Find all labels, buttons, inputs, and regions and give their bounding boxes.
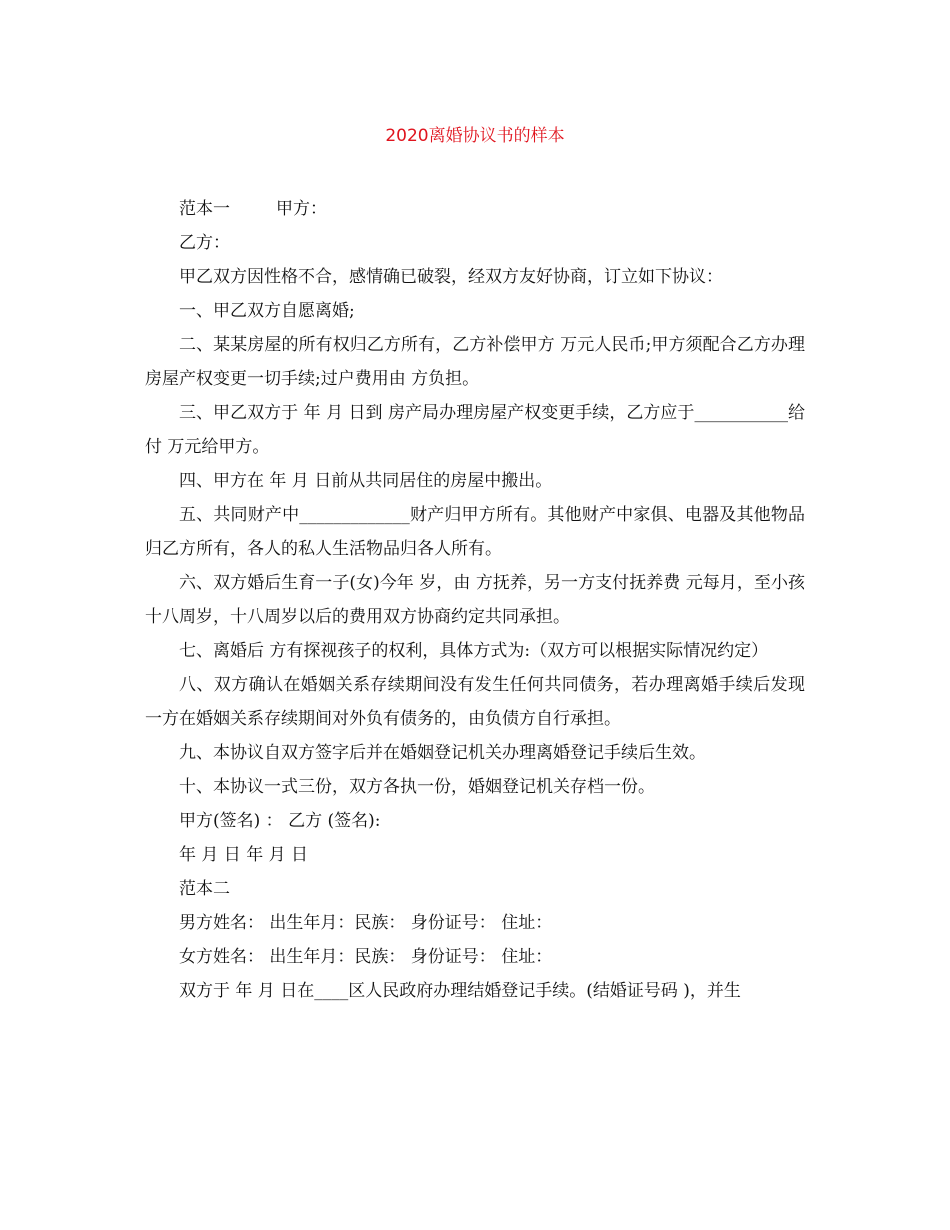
document-body bbox=[145, 192, 805, 1008]
clause-7: 七、离婚后 方有探视孩子的权利，具体方式为:（双方可以根据实际情况约定） bbox=[179, 641, 769, 661]
male-info-line: 男方姓名： 出生年月：民族： 身份证号： 住址： bbox=[179, 913, 553, 933]
clause-2: 二、某某房屋的所有权归乙方所有，乙方补偿甲方 万元人民币;甲方须配合乙方办理房屋产权变更一切手续;过户费用由 方负担。 bbox=[145, 335, 805, 389]
clause-9: 九、本协议自双方签字后并在婚姻登记机关办理离婚登记手续后生效。 bbox=[179, 743, 706, 763]
clause-8: 八、双方确认在婚姻关系存续期间没有发生任何共同债务，若办理离婚手续后发现一方在婚姻关系存续期间对外负有债务的，由负债方自行承担。 bbox=[145, 675, 805, 729]
female-info-line: 女方姓名： 出生年月：民族： 身份证号： 住址： bbox=[179, 947, 553, 967]
clause-6: 六、双方婚后生育一子(女)今年 岁，由 方抚养，另一方支付抚养费 元每月，至小孩十八周岁，十八周岁以后的费用双方协商约定共同承担。 bbox=[145, 573, 805, 627]
party-a-label: 甲方： bbox=[276, 199, 327, 219]
agreement-intro: 甲乙双方因性格不合，感情确已破裂，经双方友好协商，订立如下协议： bbox=[179, 267, 723, 287]
document-title: 2020离婚协议书的样本 bbox=[385, 126, 565, 146]
clause-5: 五、共同财产中_____________财产归甲方所有。其他财产中家俱、电器及其他物品归乙方所有，各人的私人生活物品归各人所有。 bbox=[145, 505, 805, 559]
sample2-heading: 范本二 bbox=[179, 879, 230, 899]
clause-3: 三、甲乙双方于 年 月 日到 房产局办理房屋产权变更手续，乙方应于___________给付 万元给甲方。 bbox=[145, 403, 805, 457]
sample1-heading: 范本一 bbox=[179, 199, 230, 219]
clause-1: 一、甲乙双方自愿离婚; bbox=[179, 301, 355, 321]
signature-line: 甲方(签名) ： 乙方 (签名): bbox=[179, 811, 381, 831]
sample1-heading-line bbox=[145, 192, 805, 226]
clause-10: 十、本协议一式三份，双方各执一份，婚姻登记机关存档一份。 bbox=[179, 777, 655, 797]
party-b-label: 乙方： bbox=[179, 233, 230, 253]
date-line: 年 月 日 年 月 日 bbox=[179, 845, 309, 865]
clause-4: 四、甲方在 年 月 日前从共同居住的房屋中搬出。 bbox=[179, 471, 553, 491]
marriage-registration-line: 双方于 年 月 日在____区人民政府办理结婚登记手续。(结婚证号码 )，并生 bbox=[179, 981, 741, 1001]
